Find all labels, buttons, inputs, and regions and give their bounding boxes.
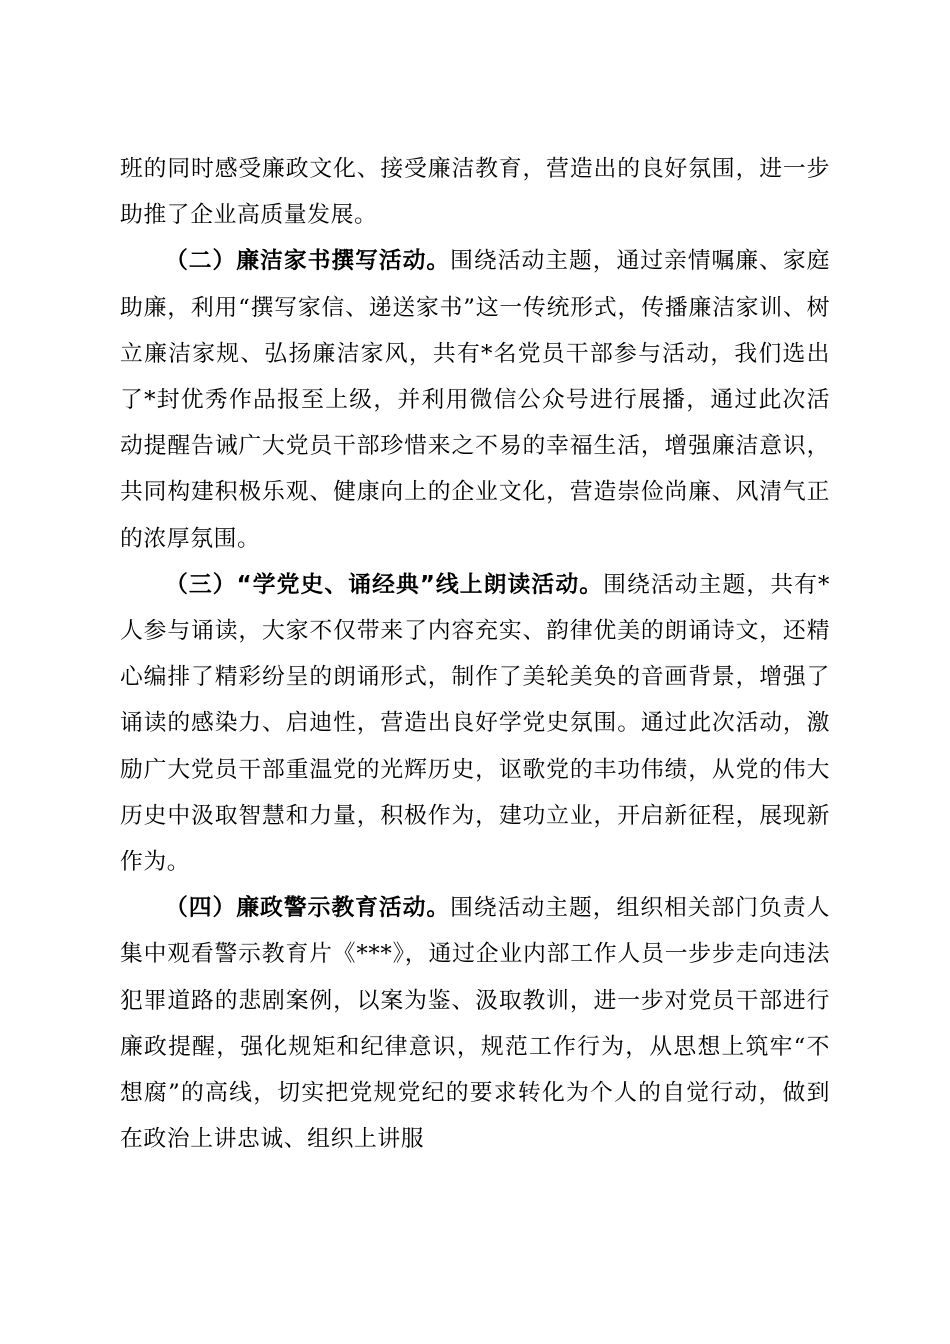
paragraph-heading: （四）廉政警示教育活动。 — [165, 895, 451, 922]
paragraph-text: 围绕活动主题，共有*人参与诵读，大家不仅带来了内容充实、韵律优美的朗诵诗文，还精心编排了精彩纷呈的朗诵形式，制作了美轮美奂的音画背景，增强了诵读的感染力、启迪性，营造出良好学党史氛围。通过此次活动，激励广大党员干部重温党的光辉历史，讴歌党的丰功伟绩，从党的伟大历史中汲取智慧和力量，积极作为，建功立业，开启新征程，展现新作为。 — [120, 571, 830, 876]
paragraph-continuation — [120, 146, 830, 238]
paragraph-text: 围绕活动主题，组织相关部门负责人集中观看警示教育片《***》，通过企业内部工作人员一步步走向违法犯罪道路的悲剧案例，以案为鉴、汲取教训，进一步对党员干部进行廉政提醒，强化规矩和纪律意识，规范工作行为，从思想上筑牢“不想腐”的高线，切实把党规党纪的要求转化为个人的自觉行动，做到在政治上讲忠诚、组织上讲服 — [120, 895, 830, 1153]
paragraph-heading: （三）“学党史、诵经典”线上朗读活动。 — [165, 571, 604, 598]
paragraph-heading: （二）廉洁家书撰写活动。 — [165, 248, 451, 275]
document-body — [120, 146, 830, 1162]
paragraph-text: 围绕活动主题，通过亲情嘱廉、家庭助廉，利用“撰写家信、递送家书”这一传统形式，传播廉洁家训、树立廉洁家规、弘扬廉洁家风，共有*名党员干部参与活动，我们选出了*封优秀作品报至上级，并利用微信公众号进行展播，通过此次活动提醒告诫广大党员干部珍惜来之不易的幸福生活，增强廉洁意识，共同构建积极乐观、健康向上的企业文化，营造崇俭尚廉、风清气正的浓厚氛围。 — [120, 248, 830, 552]
paragraph-warning-education — [120, 885, 830, 1162]
paragraph-reading-activity — [120, 562, 830, 885]
paragraph-family-letter — [120, 238, 830, 561]
paragraph-text: 班的同时感受廉政文化、接受廉洁教育，营造出的良好氛围，进一步助推了企业高质量发展。 — [120, 156, 830, 229]
